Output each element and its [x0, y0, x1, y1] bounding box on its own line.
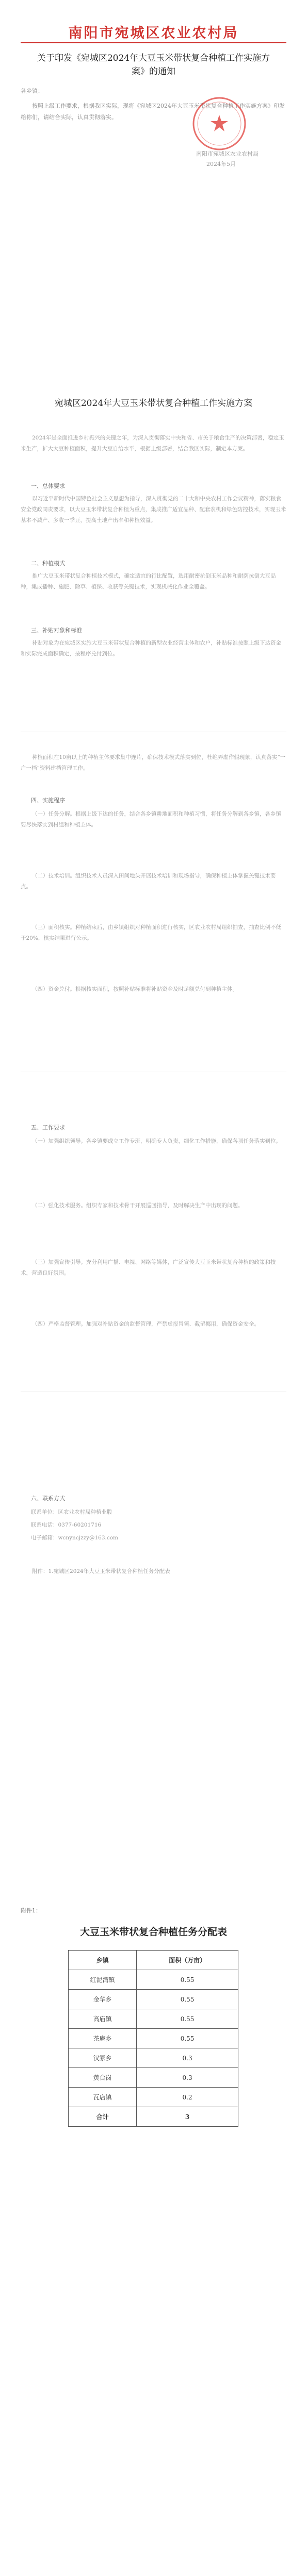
table-row	[69, 2009, 238, 2029]
section-5-item-3: （三）加强宣传引导。充分利用广播、电视、网络等媒体，广泛宣传大豆玉米带状复合种植的政策和技术，营造良好氛围。	[21, 1259, 276, 1276]
area-cell: 0.55	[137, 1970, 238, 1990]
notice-date: 2024年5月	[206, 161, 236, 167]
table-row	[69, 2088, 238, 2107]
town-cell: 金华乡	[69, 1990, 137, 2009]
section-4-step-4: （四）资金兑付。根据核实面积，按照补贴标准将补贴资金及时足额兑付到种植主体。	[32, 986, 238, 992]
table-row	[69, 2068, 238, 2088]
town-cell: 茶庵乡	[69, 2029, 137, 2048]
section-heading-6: 六、联系方式	[31, 1495, 65, 1502]
notice-addressee: 各乡镇：	[21, 88, 43, 94]
table-row	[69, 1990, 238, 2009]
town-cell: 汉冢乡	[69, 2048, 137, 2068]
section-heading-3: 三、补贴对象和标准	[31, 627, 82, 634]
section-5-item-2: （二）强化技术服务。组织专家和技术骨干开展巡回指导，及时解决生产中出现的问题。	[32, 1202, 244, 1209]
table-row	[69, 1970, 238, 1990]
town-cell: 红泥湾镇	[69, 1970, 137, 1990]
contact-phone: 联系电话：0377-60201716	[31, 1522, 102, 1528]
section-3-text: 补贴对象为在宛城区实施大豆玉米带状复合种植的新型农业经营主体和农户，补贴标准按照上级下达资金和实际完成面积确定，按程序兑付到位。	[21, 640, 281, 657]
section-5-item-1: （一）加强组织领导。各乡镇要成立工作专班，明确专人负责，细化工作措施，确保各项任务落实到位。	[32, 1138, 281, 1144]
table-total-row	[69, 2107, 238, 2127]
section-1-text: 以习近平新时代中国特色社会主义思想为指导，深入贯彻党的二十大和中央农村工作会议精神，落实粮食安全党政同责要求，以大豆玉米带状复合种植为重点，集成推广适宜品种、配套农机和绿色防控技术，实现玉米基本不减产、多收一季豆，提高土地产出率和种植效益。	[21, 496, 286, 523]
area-cell: 0.3	[137, 2048, 238, 2068]
header-red-rule	[21, 42, 286, 43]
notice-issuer: 南阳市宛城区农业农村局	[196, 150, 258, 157]
area-cell: 0.2	[137, 2088, 238, 2107]
table-row	[69, 2048, 238, 2068]
contact-email: 电子邮箱：wcnyncjzzy@163.com	[31, 1535, 118, 1541]
section-2-text: 推广大豆玉米带状复合种植技术模式，确定适宜的行比配置，选用耐密抗倒玉米品种和耐荫抗倒大豆品种，集成播种、施肥、除草、植保、收获等关键技术，实现机械化作业全覆盖。	[21, 573, 276, 590]
column-header-area: 面积（万亩）	[137, 1951, 238, 1970]
area-cell: 0.55	[137, 2009, 238, 2029]
notice-body: 按照上级工作要求，根据我区实际，现将《宛城区2024年大豆玉米带状复合种植工作实施方案》印发给你们，请结合实际，认真贯彻落实。	[21, 103, 285, 121]
plan-intro: 2024年是全面推进乡村振兴的关键之年，为深入贯彻落实中央和省、市关于粮食生产的决策部署，稳定玉米生产，扩大大豆种植面积，提升大豆自给水平，根据上级部署，结合我区实际，制定本方案。	[21, 435, 284, 452]
section-4-step-3: （三）面积核实。种植结束后，由乡镇组织对种植面积进行核实，区农业农村局组织抽查，抽查比例不低于20%，核实结果进行公示。	[21, 924, 281, 941]
allocation-table-title: 大豆玉米带状复合种植任务分配表	[79, 1926, 227, 1938]
section-heading-1: 一、总体要求	[31, 483, 65, 489]
section-heading-5: 五、工作要求	[31, 1124, 65, 1131]
allocation-table	[68, 1950, 238, 2127]
section-heading-4: 四、实施程序	[31, 797, 65, 804]
total-label-cell: 合计	[69, 2107, 137, 2127]
official-seal-icon	[191, 95, 248, 152]
table-header-row	[69, 1951, 238, 1970]
contact-unit: 联系单位：区农业农村局种植业股	[31, 1509, 112, 1515]
town-cell: 黄台岗	[69, 2068, 137, 2088]
org-header-title: 南阳市宛城区农业农村局	[68, 25, 239, 41]
town-cell: 高庙镇	[69, 2009, 137, 2029]
town-cell: 瓦店镇	[69, 2088, 137, 2107]
total-value-cell: 3	[137, 2107, 238, 2127]
page-break	[21, 1391, 286, 1392]
section-heading-2: 二、种植模式	[31, 560, 65, 567]
attachment-note: 附件：1.宛城区2024年大豆玉米带状复合种植任务分配表	[32, 1568, 170, 1574]
area-cell: 0.55	[137, 1990, 238, 2009]
section-5-item-4: （四）严格监督管理。加强对补贴资金的监督管理，严禁虚报冒领、截留挪用，确保资金安全。	[32, 1321, 260, 1327]
attachment-label: 附件1：	[21, 1907, 41, 1914]
notice-page	[0, 0, 307, 330]
section-3-text-2: 种植面积在10亩以上的种植主体要求集中连片，确保技术模式落实到位，杜绝弄虚作假现象，认真落实“一户一档”资料建档管理工作。	[21, 754, 286, 771]
notice-title: 关于印发《宛城区2024年大豆玉米带状复合种植工作实施方案》的通知	[37, 53, 270, 77]
section-4-step-2: （二）技术培训。组织技术人员深入田间地头开展技术培训和现场指导，确保种植主体掌握关键技术要点。	[21, 873, 276, 890]
plan-title: 宛城区2024年大豆玉米带状复合种植工作实施方案	[54, 398, 253, 409]
area-cell: 0.3	[137, 2068, 238, 2088]
column-header-town: 乡镇	[69, 1951, 137, 1970]
table-row	[69, 2029, 238, 2048]
area-cell: 0.55	[137, 2029, 238, 2048]
section-4-step-1: （一）任务分解。根据上级下达的任务，结合各乡镇耕地面积和种植习惯，将任务分解到各乡镇，各乡镇要尽快落实到村组和种植主体。	[21, 811, 281, 828]
